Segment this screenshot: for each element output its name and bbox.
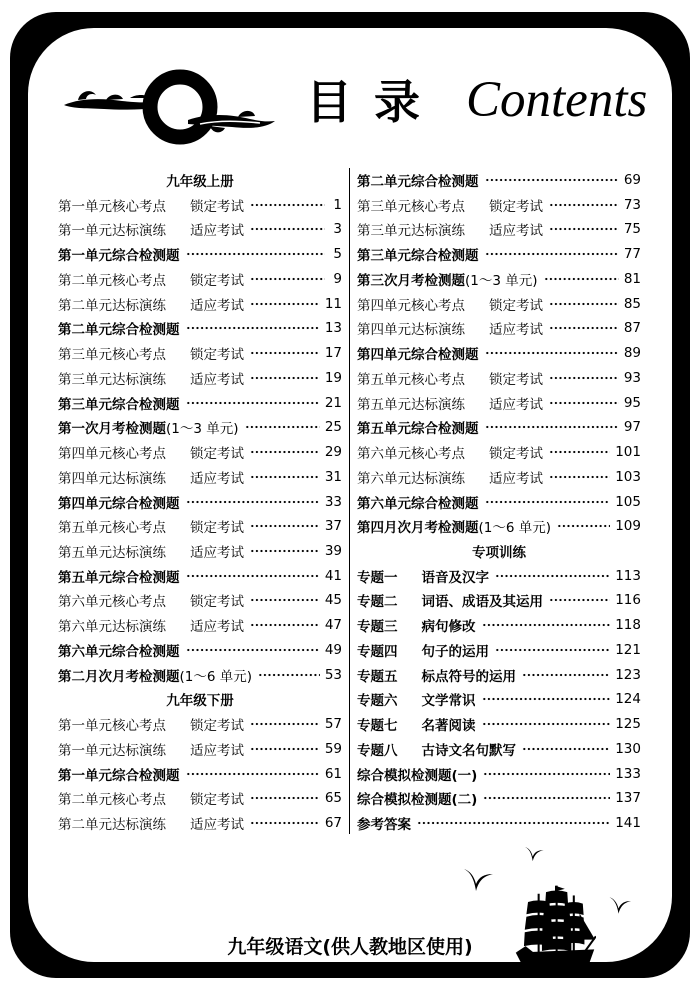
toc-entry-title: 第五单元综合检测题 xyxy=(58,569,180,586)
toc-dot-leader xyxy=(258,671,320,679)
toc-entry-subtitle: 名著阅读 xyxy=(421,718,476,735)
toc-entry-title: 第五单元综合检测题 xyxy=(357,421,479,438)
toc-dot-leader xyxy=(250,596,320,604)
toc-dot-leader xyxy=(549,399,619,407)
toc-page-number: 33 xyxy=(324,493,342,510)
toc-page-number: 47 xyxy=(324,617,342,634)
toc-dot-leader xyxy=(250,201,325,209)
toc-entry-title: 第六单元综合检测题 xyxy=(357,495,479,512)
toc-entry-subtitle: 文学常识 xyxy=(421,693,476,710)
toc-entry-title: 第三单元综合检测题 xyxy=(58,396,180,413)
toc-entry-title: 第一次月考检测题 xyxy=(58,421,166,438)
toc-dot-leader xyxy=(250,621,320,629)
toc-entry-subtitle: 锁定考试 xyxy=(489,297,543,314)
toc-entry-title: 第六单元综合检测题 xyxy=(58,643,180,660)
toc-entry-title: 第二单元综合检测题 xyxy=(357,173,479,190)
toc-page-number: 77 xyxy=(623,246,641,263)
toc-entry-subtitle: 锁定考试 xyxy=(190,446,244,463)
toc-entry xyxy=(58,267,342,292)
toc-entry-title: 第六单元核心考点 xyxy=(58,594,166,611)
toc-entry xyxy=(357,489,641,514)
toc-entry-subtitle: 适应考试 xyxy=(190,223,244,240)
toc-dot-leader xyxy=(250,819,320,827)
toc-entry-subtitle: 锁定考试 xyxy=(190,520,244,537)
toc-entry-title: 参考答案 xyxy=(357,817,411,834)
toc-dot-leader xyxy=(250,720,320,728)
toc-page-number: 105 xyxy=(615,493,641,510)
toc-entry-subtitle: 适应考试 xyxy=(190,297,244,314)
toc-entry-title: 第三单元核心考点 xyxy=(357,198,465,215)
toc-entry xyxy=(357,687,641,712)
toc-page-number: 31 xyxy=(324,468,342,485)
toc-column-right xyxy=(357,168,641,836)
toc-page-number: 41 xyxy=(324,567,342,584)
toc-dot-leader xyxy=(186,250,326,258)
toc-entry xyxy=(357,638,641,663)
toc-entry xyxy=(357,761,641,786)
toc-entry-subtitle: 适应考试 xyxy=(489,396,543,413)
toc-page-number: 89 xyxy=(623,345,641,362)
toc-page-number: 13 xyxy=(324,320,342,337)
toc-entry-title: 专题四 xyxy=(357,643,398,660)
toc-entry xyxy=(357,440,641,465)
toc-entry-subtitle: 锁定考试 xyxy=(190,718,244,735)
toc-entry-subtitle: 锁定考试 xyxy=(190,347,244,364)
bird-icon xyxy=(462,866,494,894)
toc-entry-subtitle: 锁定考试 xyxy=(489,198,543,215)
toc-page-number: 125 xyxy=(615,716,641,733)
toc-entry-title: 第四单元综合检测题 xyxy=(58,495,180,512)
toc-entry xyxy=(58,786,342,811)
toc-entry-subtitle: 词语、成语及其运用 xyxy=(421,594,543,611)
toc-entry xyxy=(357,662,641,687)
toc-dot-leader xyxy=(522,671,610,679)
toc-page-number: 118 xyxy=(615,617,641,634)
toc-entry xyxy=(58,712,342,737)
toc-entry-title: 第五单元达标演练 xyxy=(357,396,465,413)
toc-dot-leader xyxy=(250,794,320,802)
toc-dot-leader xyxy=(485,176,619,184)
toc-entry-subtitle: 适应考试 xyxy=(190,470,244,487)
toc-dot-leader xyxy=(250,349,320,357)
toc-dot-leader xyxy=(250,275,325,283)
toc-dot-leader xyxy=(485,498,611,506)
toc-entry xyxy=(58,514,342,539)
toc-entry-title: 综合模拟检测题(一) xyxy=(357,767,478,784)
toc-page-number: 9 xyxy=(333,270,342,287)
toc-entry-subtitle: 病句修改 xyxy=(421,619,476,636)
toc-entry xyxy=(58,588,342,613)
book-subtitle-footer: 九年级语文(供人教地区使用) xyxy=(227,936,473,958)
toc-entry-title: 第三次月考检测题 xyxy=(357,272,465,289)
toc-entry-title: 第六单元核心考点 xyxy=(357,446,465,463)
toc-entry xyxy=(357,563,641,588)
toc-entry xyxy=(357,514,641,539)
toc-dot-leader xyxy=(485,349,619,357)
toc-entry-subtitle: 锁定考试 xyxy=(190,198,244,215)
toc-entry-title: 第四单元核心考点 xyxy=(357,297,465,314)
toc-page-number: 124 xyxy=(615,691,641,708)
column-divider xyxy=(349,168,350,834)
toc-entry-title: 第二单元综合检测题 xyxy=(58,322,180,339)
toc-dot-leader xyxy=(186,324,320,332)
toc-entry-title: 第五单元达标演练 xyxy=(58,544,166,561)
toc-entry-subtitle: 适应考试 xyxy=(489,223,543,240)
toc-entry xyxy=(357,588,641,613)
toc-entry xyxy=(58,242,342,267)
toc-page-number: 19 xyxy=(324,369,342,386)
toc-dot-leader xyxy=(186,770,320,778)
toc-entry-title: 第二单元核心考点 xyxy=(58,272,166,289)
toc-page-number: 130 xyxy=(615,740,641,757)
toc-entry-title: 专题二 xyxy=(357,594,398,611)
toc-dot-leader xyxy=(549,201,619,209)
toc-entry xyxy=(58,761,342,786)
toc-entry-note: (1～3 单元) xyxy=(465,272,538,289)
toc-entry xyxy=(58,539,342,564)
toc-dot-leader xyxy=(549,324,619,332)
toc-page-number: 69 xyxy=(623,171,641,188)
toc-dot-leader xyxy=(186,498,320,506)
toc-entry-title: 第二月次月考检测题 xyxy=(58,668,180,685)
toc-entry xyxy=(357,341,641,366)
toc-entry-title: 第五单元核心考点 xyxy=(357,371,465,388)
toc-page-number: 113 xyxy=(615,567,641,584)
toc-entry-title: 第一单元核心考点 xyxy=(58,198,166,215)
toc-dot-leader xyxy=(522,745,610,753)
toc-page-number: 25 xyxy=(324,419,342,436)
toc-entry-title: 第二单元达标演练 xyxy=(58,817,166,834)
toc-dot-leader xyxy=(250,300,320,308)
toc-entry xyxy=(58,489,342,514)
toc-entry-title: 第四单元综合检测题 xyxy=(357,347,479,364)
toc-entry xyxy=(357,267,641,292)
toc-entry xyxy=(357,786,641,811)
toc-entry xyxy=(357,390,641,415)
toc-section-header: 九年级下册 xyxy=(166,693,234,710)
toc-entry-title: 第一单元核心考点 xyxy=(58,718,166,735)
toc-dot-leader xyxy=(485,250,619,258)
toc-entry xyxy=(58,316,342,341)
toc-page-number: 59 xyxy=(324,740,342,757)
toc-entry xyxy=(357,192,641,217)
toc-entry xyxy=(58,291,342,316)
toc-page-number: 93 xyxy=(623,369,641,386)
toc-entry xyxy=(357,464,641,489)
toc-dot-leader xyxy=(250,374,320,382)
page-title-english: Contents xyxy=(466,72,648,128)
toc-dot-leader xyxy=(250,448,320,456)
toc-page-number: 57 xyxy=(324,716,342,733)
toc-entry-title: 第三单元综合检测题 xyxy=(357,248,479,265)
toc-entry xyxy=(357,316,641,341)
toc-page-number: 53 xyxy=(324,666,342,683)
toc-dot-leader xyxy=(549,448,610,456)
toc-page-number: 116 xyxy=(615,592,641,609)
toc-dot-leader xyxy=(250,745,320,753)
sun-cloud-icon xyxy=(60,64,280,150)
toc-entry xyxy=(58,365,342,390)
toc-entry-title: 第三单元达标演练 xyxy=(58,371,166,388)
toc-entry-note: (1～3 单元) xyxy=(166,421,239,438)
toc-entry xyxy=(58,217,342,242)
bird-icon xyxy=(607,895,633,916)
toc-section-header: 专项训练 xyxy=(472,544,526,561)
toc-entry-title: 第一单元达标演练 xyxy=(58,742,166,759)
toc-entry xyxy=(357,365,641,390)
toc-page-number: 121 xyxy=(615,641,641,658)
toc-entry xyxy=(58,638,342,663)
toc-page-number: 1 xyxy=(333,196,342,213)
toc-entry xyxy=(357,415,641,440)
toc-entry xyxy=(357,217,641,242)
toc-entry-title: 专题三 xyxy=(357,619,398,636)
toc-entry xyxy=(357,168,641,193)
toc-entry xyxy=(357,736,641,761)
toc-dot-leader xyxy=(250,473,320,481)
toc-entry-title: 专题一 xyxy=(357,569,398,586)
toc-page-number: 137 xyxy=(615,790,641,807)
toc-dot-leader xyxy=(482,720,611,728)
toc-entry-subtitle: 适应考试 xyxy=(489,322,543,339)
toc-entry-title: 第二单元达标演练 xyxy=(58,297,166,314)
toc-entry xyxy=(357,811,641,836)
toc-page-number: 5 xyxy=(333,246,342,263)
toc-dot-leader xyxy=(549,374,619,382)
toc-section-header: 九年级上册 xyxy=(166,173,234,190)
toc-page-number: 97 xyxy=(623,419,641,436)
toc-dot-leader xyxy=(485,423,619,431)
toc-page-number: 65 xyxy=(324,790,342,807)
toc-entry xyxy=(58,662,342,687)
toc-entry-note: (1～6 单元) xyxy=(179,668,253,685)
toc-page-number: 133 xyxy=(615,765,641,782)
toc-entry-subtitle: 适应考试 xyxy=(190,817,244,834)
toc-entry-subtitle: 锁定考试 xyxy=(489,371,543,388)
toc-entry-title: 第四单元达标演练 xyxy=(58,470,166,487)
toc-page-number: 109 xyxy=(615,518,641,535)
toc-dot-leader xyxy=(186,572,320,580)
toc-page-number: 81 xyxy=(623,270,641,287)
toc-dot-leader xyxy=(245,423,320,431)
toc-dot-leader xyxy=(482,695,611,703)
toc-page-number: 103 xyxy=(615,468,641,485)
toc-entry-subtitle: 适应考试 xyxy=(190,371,244,388)
toc-dot-leader xyxy=(549,300,619,308)
page-title-chinese: 目 录 xyxy=(306,75,424,129)
toc-entry-subtitle: 标点符号的运用 xyxy=(421,668,516,685)
toc-entry-title: 第一单元综合检测题 xyxy=(58,248,180,265)
toc-entry-title: 专题七 xyxy=(357,718,398,735)
toc-entry xyxy=(357,291,641,316)
toc-page-number: 87 xyxy=(623,320,641,337)
toc-entry xyxy=(58,563,342,588)
toc-entry xyxy=(58,192,342,217)
toc-entry-title: 专题六 xyxy=(357,693,398,710)
toc-entry-title: 第三单元达标演练 xyxy=(357,223,465,240)
toc-page-number: 21 xyxy=(324,394,342,411)
toc-dot-leader xyxy=(549,473,610,481)
sailing-ship-icon xyxy=(514,884,596,978)
toc-entry-title: 第四单元核心考点 xyxy=(58,446,166,463)
toc-dot-leader xyxy=(557,522,610,530)
toc-entry-title: 第六单元达标演练 xyxy=(357,470,465,487)
toc-dot-leader xyxy=(483,794,610,802)
toc-entry-subtitle: 锁定考试 xyxy=(190,594,244,611)
toc-entry-subtitle: 语音及汉字 xyxy=(421,569,489,586)
toc-page-number: 101 xyxy=(615,444,641,461)
toc-page-number: 11 xyxy=(324,295,342,312)
toc-entry-subtitle: 锁定考试 xyxy=(190,792,244,809)
toc-entry xyxy=(58,390,342,415)
toc-dot-leader xyxy=(417,819,610,827)
toc-dot-leader xyxy=(495,572,610,580)
toc-entry-title: 第四单元达标演练 xyxy=(357,322,465,339)
toc-entry xyxy=(357,613,641,638)
toc-column-left xyxy=(58,168,342,836)
toc-page-number: 49 xyxy=(324,641,342,658)
toc-page-number: 37 xyxy=(324,518,342,535)
toc-page-number: 141 xyxy=(615,815,641,832)
toc-entry-title: 第一单元综合检测题 xyxy=(58,767,180,784)
toc-entry xyxy=(357,712,641,737)
toc-entry-title: 第四月次月考检测题 xyxy=(357,520,479,537)
toc-entry xyxy=(58,440,342,465)
toc-dot-leader xyxy=(250,547,320,555)
toc-entry-title: 第六单元达标演练 xyxy=(58,619,166,636)
toc-entry-subtitle: 适应考试 xyxy=(489,470,543,487)
toc-entry xyxy=(58,811,342,836)
toc-entry xyxy=(58,613,342,638)
toc-entry-title: 专题八 xyxy=(357,742,398,759)
toc-entry-title: 第二单元核心考点 xyxy=(58,792,166,809)
toc-entry-subtitle: 适应考试 xyxy=(190,742,244,759)
toc-entry-subtitle: 适应考试 xyxy=(190,619,244,636)
toc-page-number: 45 xyxy=(324,592,342,609)
toc-page-number: 73 xyxy=(623,196,641,213)
toc-dot-leader xyxy=(549,225,619,233)
toc-dot-leader xyxy=(482,621,611,629)
toc-page-number: 67 xyxy=(324,815,342,832)
toc-dot-leader xyxy=(186,399,320,407)
toc-entry xyxy=(58,736,342,761)
toc-dot-leader xyxy=(483,770,610,778)
toc-dot-leader xyxy=(495,646,610,654)
toc-page-number: 39 xyxy=(324,542,342,559)
toc-page-number: 3 xyxy=(333,221,342,238)
toc-dot-leader xyxy=(186,646,320,654)
toc-page-number: 85 xyxy=(623,295,641,312)
toc-page-number: 17 xyxy=(324,345,342,362)
toc-entry-subtitle: 锁定考试 xyxy=(190,272,244,289)
toc-entry-subtitle: 锁定考试 xyxy=(489,446,543,463)
toc-entry-title: 第一单元达标演练 xyxy=(58,223,166,240)
toc-entry xyxy=(58,415,342,440)
toc-entry-title: 综合模拟检测题(二) xyxy=(357,792,478,809)
toc-dot-leader xyxy=(250,225,325,233)
toc-entry xyxy=(357,242,641,267)
toc-page-number: 95 xyxy=(623,394,641,411)
toc-entry-subtitle: 句子的运用 xyxy=(421,643,489,660)
bird-icon xyxy=(523,845,545,863)
toc-entry xyxy=(58,341,342,366)
toc-entry-subtitle: 适应考试 xyxy=(190,544,244,561)
toc-entry-note: (1～6 单元) xyxy=(478,520,552,537)
toc-dot-leader xyxy=(250,522,320,530)
toc-dot-leader xyxy=(549,596,610,604)
toc-page-number: 123 xyxy=(615,666,641,683)
toc-entry-title: 专题五 xyxy=(357,668,398,685)
toc-entry-subtitle: 古诗文名句默写 xyxy=(421,742,516,759)
toc-page-number: 29 xyxy=(324,444,342,461)
toc-dot-leader xyxy=(544,275,619,283)
toc-page-number: 61 xyxy=(324,765,342,782)
toc-entry xyxy=(58,464,342,489)
toc-entry-title: 第五单元核心考点 xyxy=(58,520,166,537)
toc-entry-title: 第三单元核心考点 xyxy=(58,347,166,364)
toc-page-number: 75 xyxy=(623,221,641,238)
